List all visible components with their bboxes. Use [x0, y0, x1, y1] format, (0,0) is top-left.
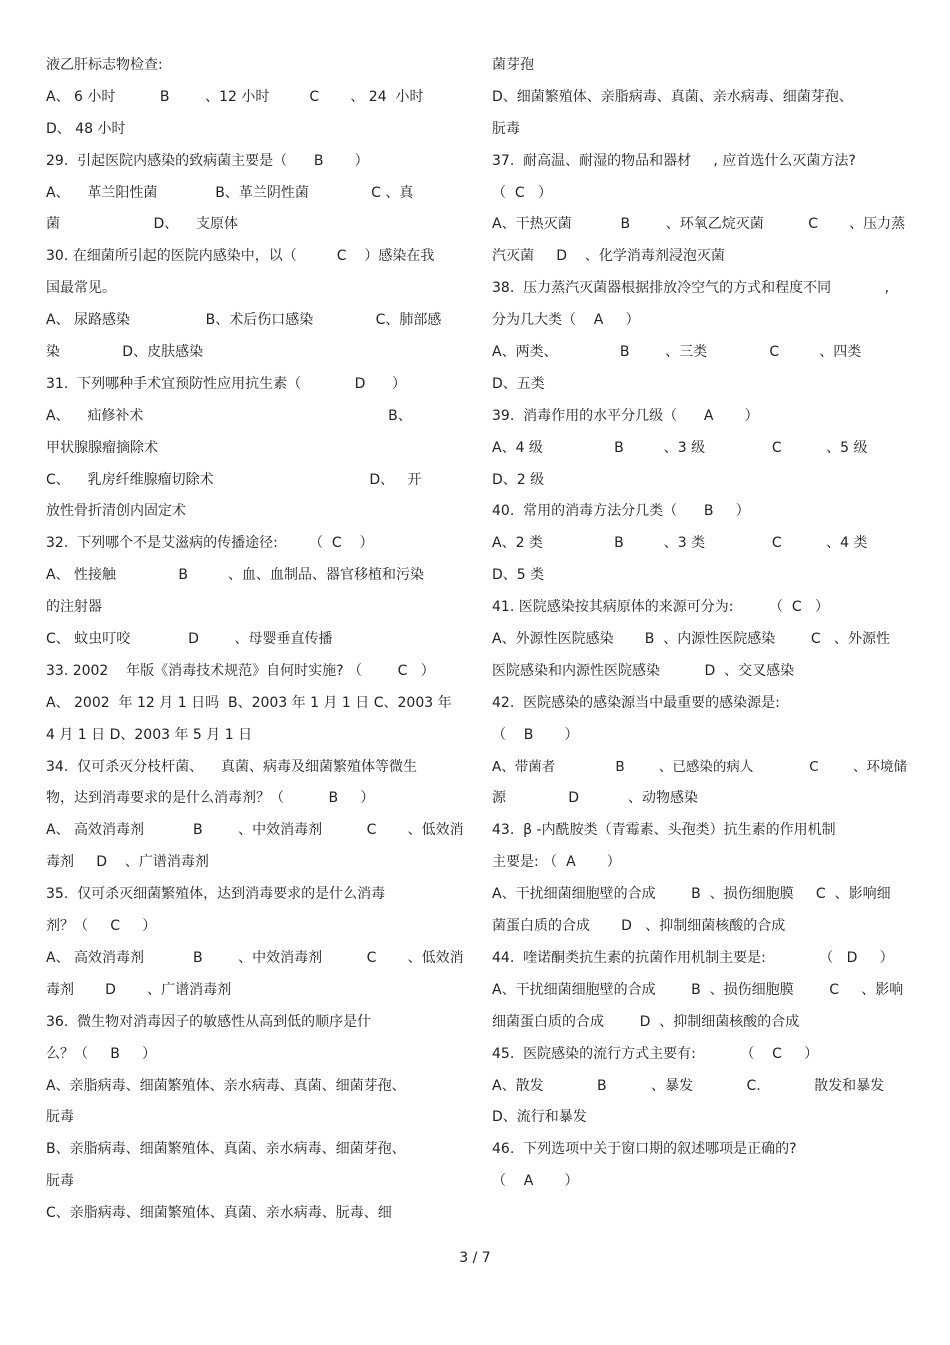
right-column-line: D、流行和暴发 [492, 1109, 587, 1126]
left-column-line: 朊毒 [46, 1109, 74, 1126]
right-column-line: 45. 医院感染的流行方式主要有: （ C ） [492, 1045, 819, 1062]
left-column-line: 毒剂 D 、广谱消毒剂 [46, 981, 232, 998]
right-column-line: D、五类 [492, 375, 545, 392]
left-column-line: C、亲脂病毒、细菌繁殖体、真菌、亲水病毒、朊毒、细 [46, 1205, 392, 1222]
right-column-line: 40. 常用的消毒方法分几类（ B ） [492, 503, 750, 520]
left-column-line: 么？（ B ） [46, 1045, 157, 1062]
left-column-line: C、 蚊虫叮咬 D 、母婴垂直传播 [46, 631, 333, 648]
left-column-line: 液乙肝标志物检查: [46, 57, 163, 73]
right-column-line: 43. β -内酰胺类（青霉素、头孢类）抗生素的作用机制 [492, 822, 836, 839]
right-column-line: 44. 喹诺酮类抗生素的抗菌作用机制主要是: （ D ） [492, 949, 894, 966]
right-column-line: 主要是: （ A ） [492, 854, 621, 871]
left-column-line: 菌 D、 支原体 [46, 216, 239, 233]
left-column-line: A、 革兰阳性菌 B、革兰阴性菌 C 、真 [46, 184, 414, 201]
left-column-line: 染 D、皮肤感染 [46, 344, 204, 361]
right-column [492, 50, 912, 1198]
left-column-line: 物，达到消毒要求的是什么消毒剂？（ B ） [46, 790, 375, 807]
left-column-line: B、亲脂病毒、细菌繁殖体、真菌、亲水病毒、细菌芽孢、 [46, 1141, 406, 1158]
right-column-line: A、两类、 B 、三类 C 、四类 [492, 344, 862, 361]
page-number: 3 / 7 [459, 1250, 491, 1266]
right-column-line: 汽灭菌 D 、化学消毒剂浸泡灭菌 [492, 248, 725, 265]
right-column-line: 46. 下列选项中关于窗口期的叙述哪项是正确的? [492, 1141, 797, 1158]
left-column-line: 国最常见。 [46, 280, 116, 297]
right-column-line: D、5 类 [492, 567, 545, 584]
right-column-line: 分为几大类（ A ） [492, 312, 640, 329]
right-column-line: A、带菌者 B 、已感染的病人 C 、环境储 [492, 758, 907, 775]
left-column-line: 4 月 1 日 D、2003 年 5 月 1 日 [46, 726, 253, 743]
right-column-line: D、2 级 [492, 471, 545, 488]
right-column-line: A、4 级 B 、3 级 C 、5 级 [492, 439, 868, 456]
left-column-line: 毒剂 D 、广谱消毒剂 [46, 854, 209, 871]
left-column-line: A、 性接触 B 、血、血制品、器官移植和污染 [46, 567, 424, 584]
left-column-line: 33. 2002 年版《消毒技术规范》自何时实施? （ C ） [46, 662, 435, 679]
right-column-line: A、散发 B 、暴发 C. 散发和暴发 [492, 1077, 885, 1094]
left-column-line: D、 48 小时 [46, 120, 126, 137]
left-column-line: 34. 仅可杀灭分枝杆菌、 真菌、病毒及细菌繁殖体等微生 [46, 758, 417, 775]
left-column-line: A、 6 小时 B 、12 小时 C 、 24 小时 [46, 88, 424, 105]
right-column-line: D、细菌繁殖体、亲脂病毒、真菌、亲水病毒、细菌芽孢、 [492, 88, 853, 105]
left-column-line: C、 乳房纤维腺瘤切除术 D、 开 [46, 471, 422, 488]
left-column-line: 29. 引起医院内感染的致病菌主要是（ B ） [46, 152, 369, 169]
left-column-line: 36. 微生物对消毒因子的敏感性从高到低的顺序是什 [46, 1013, 372, 1030]
left-column-line: A、 高效消毒剂 B 、中效消毒剂 C 、低效消 [46, 949, 464, 966]
left-column-line: A、 高效消毒剂 B 、中效消毒剂 C 、低效消 [46, 822, 464, 839]
right-column-line: （ C ） [492, 184, 553, 201]
left-column-line: 30. 在细菌所引起的医院内感染中，以（ C ）感染在我 [46, 248, 435, 265]
right-column-line: 朊毒 [492, 120, 520, 137]
right-column-line: 41. 医院感染按其病原体的来源可分为: （ C ） [492, 599, 830, 616]
right-column-line: 菌蛋白质的合成 D 、抑制细菌核酸的合成 [492, 918, 786, 935]
left-column-line: 放性骨折清创内固定术 [46, 503, 186, 520]
left-column-line: A、 2002 年 12 月 1 日吗 B、2003 年 1 月 1 日 C、2003 年 [46, 694, 452, 711]
left-column-line: A、 尿路感染 B、术后伤口感染 C、肺部感 [46, 312, 442, 329]
right-column-line: 37. 耐高温、耐湿的物品和器材 , 应首选什么灭菌方法? [492, 152, 856, 169]
right-column-line: 菌芽孢 [492, 57, 534, 73]
left-column-line: A、亲脂病毒、细菌繁殖体、亲水病毒、真菌、细菌芽孢、 [46, 1077, 406, 1094]
left-column-line: 朊毒 [46, 1173, 74, 1190]
left-column-line: 32. 下列哪个不是艾滋病的传播途径: （ C ） [46, 535, 374, 552]
left-column-line: 的注射器 [46, 599, 102, 616]
left-column-line: 31. 下列哪种手术宜预防性应用抗生素（ D ） [46, 375, 407, 392]
left-column [46, 50, 464, 1230]
left-column-line: A、 疝修补术 B、 [46, 407, 412, 424]
left-column-line: 35. 仅可杀灭细菌繁殖体，达到消毒要求的是什么消毒 [46, 886, 386, 903]
right-column-line: 38. 压力蒸汽灭菌器根据排放冷空气的方式和程度不同 , [492, 280, 890, 297]
left-column-line: 剂？（ C ） [46, 918, 157, 935]
right-column-line: （ B ） [492, 726, 579, 743]
right-column-line: 医院感染和内源性医院感染 D 、交叉感染 [492, 662, 795, 679]
right-column-line: A、干扰细菌细胞壁的合成 B 、损伤细胞膜 C 、影响 [492, 981, 904, 998]
right-column-line: A、干热灭菌 B 、环氧乙烷灭菌 C 、压力蒸 [492, 216, 906, 233]
right-column-line: A、干扰细菌细胞壁的合成 B 、损伤细胞膜 C 、影响细 [492, 886, 891, 903]
left-column-line: 甲状腺腺瘤摘除术 [46, 439, 158, 456]
right-column-line: A、2 类 B 、3 类 C 、4 类 [492, 535, 868, 552]
right-column-line: A、外源性医院感染 B 、内源性医院感染 C 、外源性 [492, 631, 890, 648]
right-column-line: 细菌蛋白质的合成 D 、抑制细菌核酸的合成 [492, 1013, 800, 1030]
right-column-line: （ A ） [492, 1173, 579, 1190]
right-column-line: 42. 医院感染的感染源当中最重要的感染源是: [492, 694, 780, 711]
right-column-line: 源 D 、动物感染 [492, 790, 699, 807]
right-column-line: 39. 消毒作用的水平分几级（ A ） [492, 407, 759, 424]
